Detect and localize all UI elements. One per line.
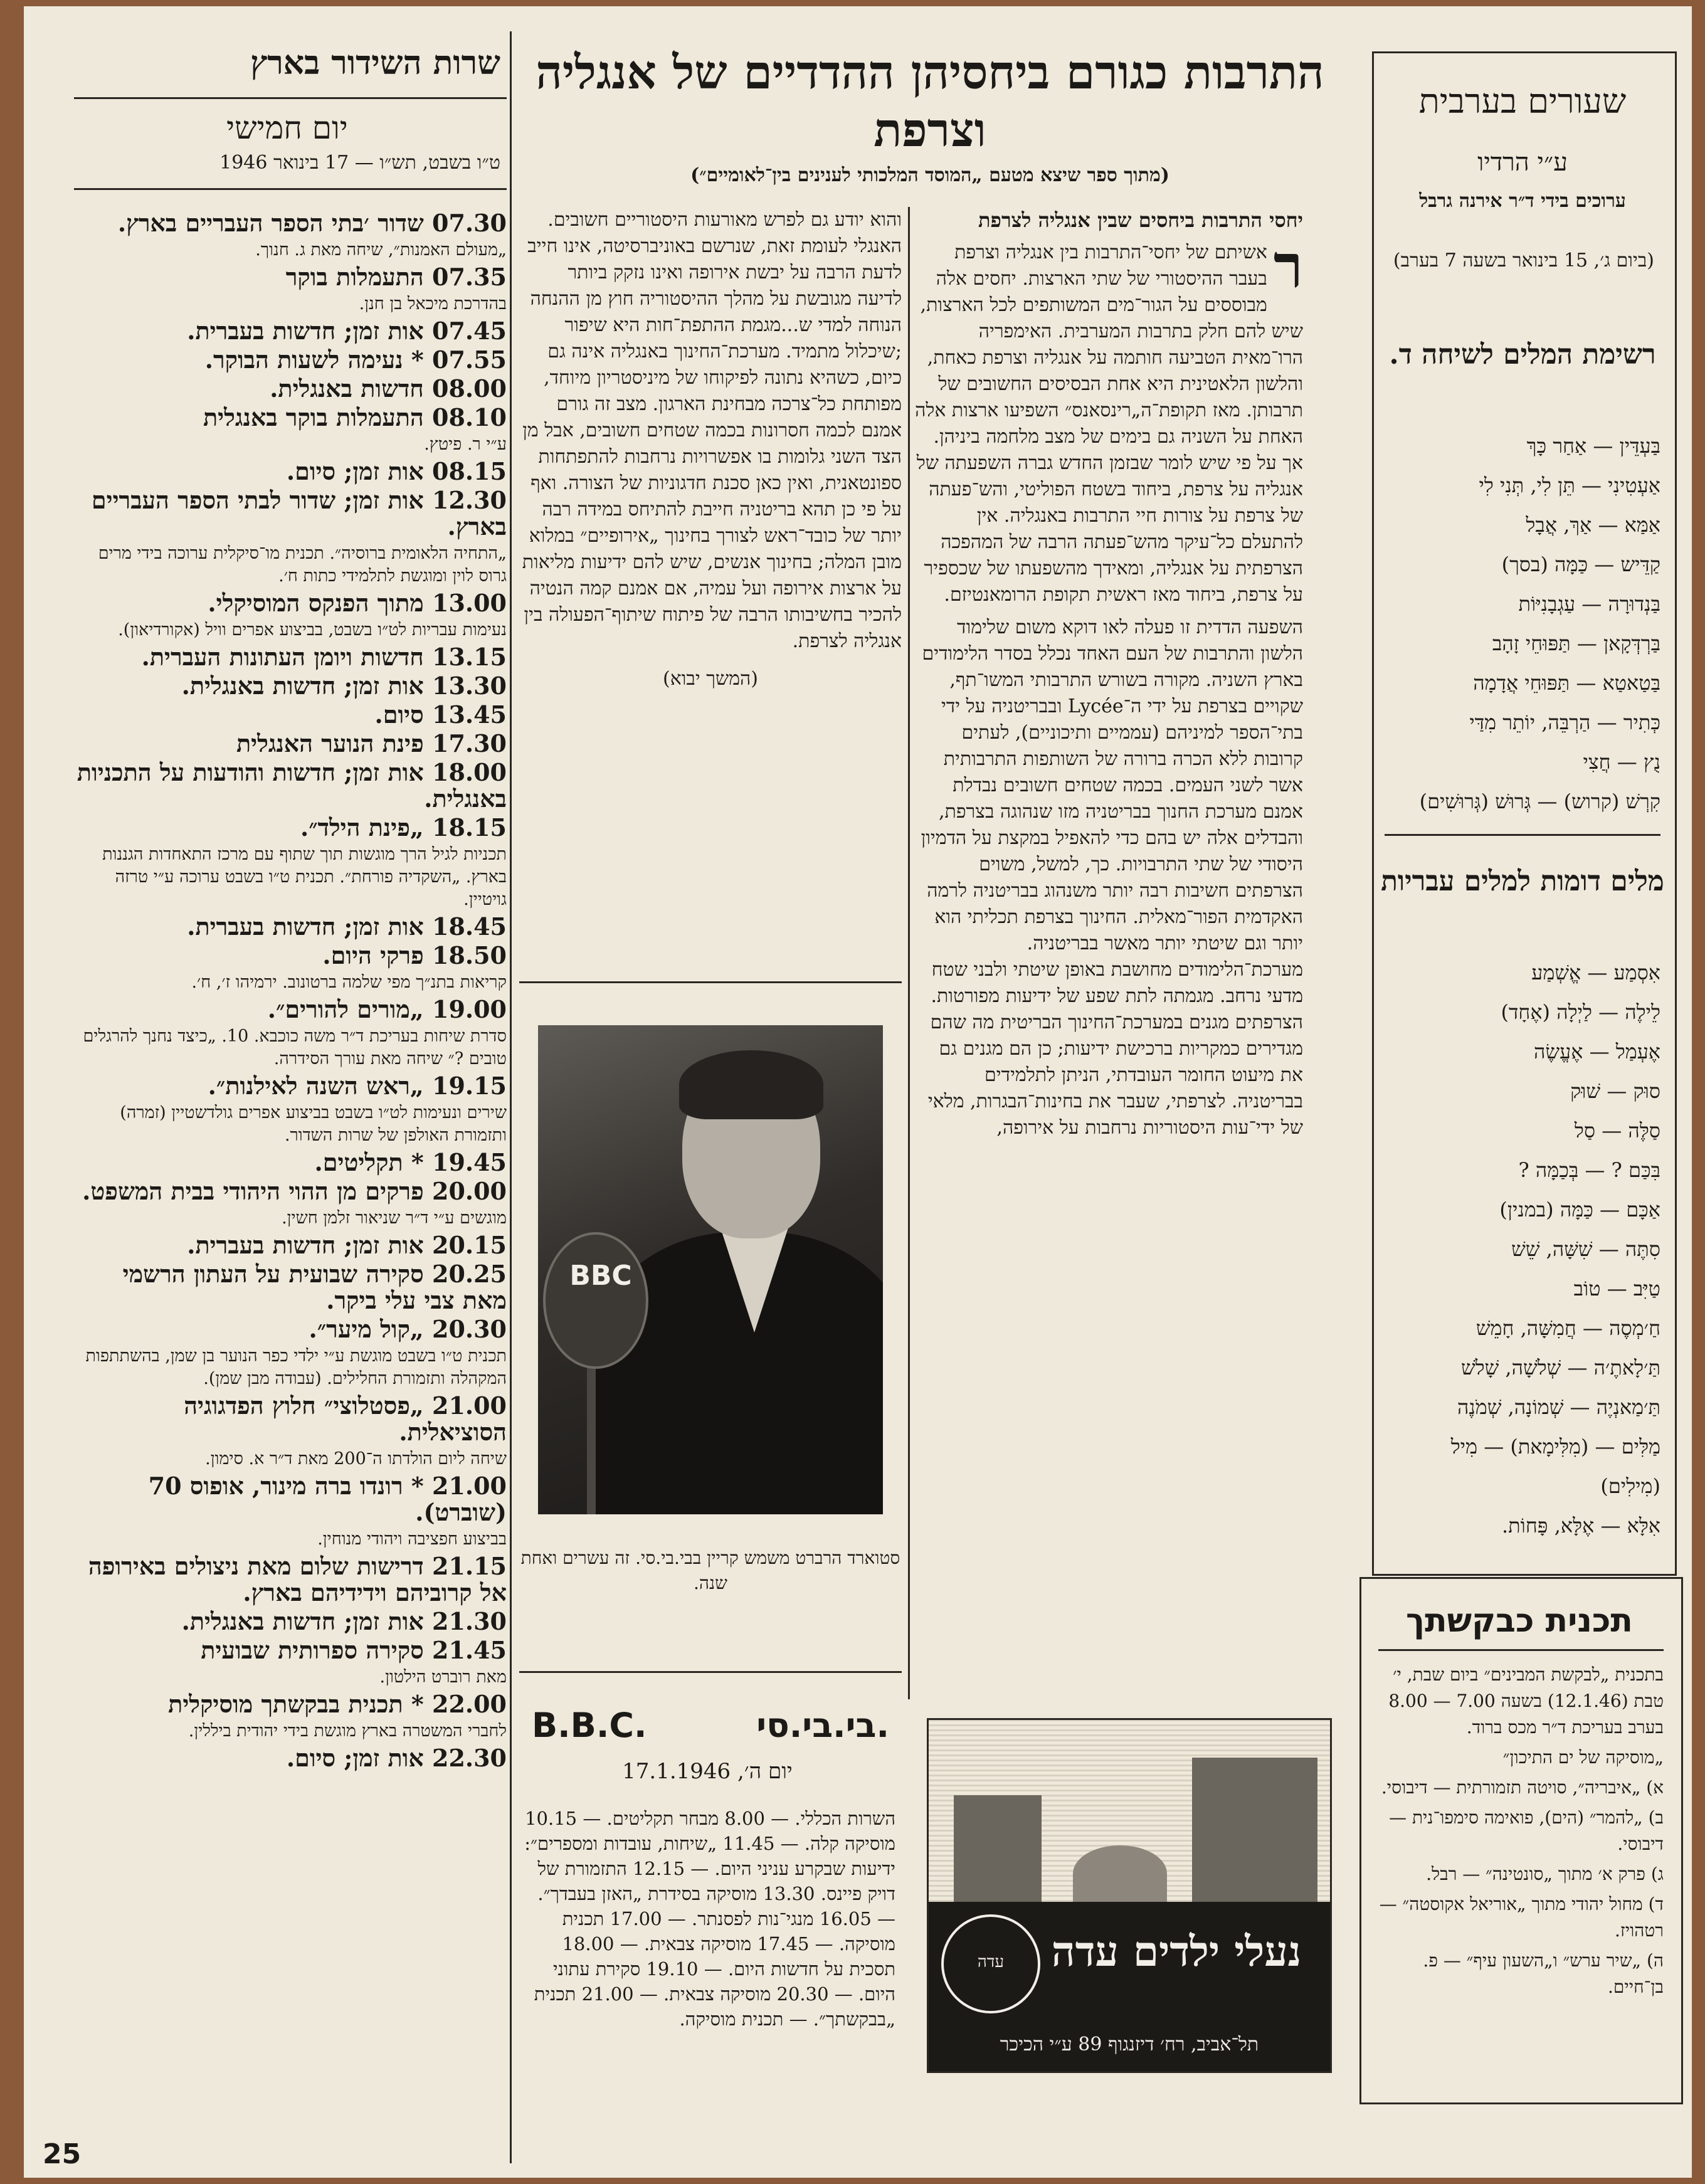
- advert-seal-text: עדה: [977, 1953, 1005, 1971]
- schedule-entry: 19.00 „מורים להורים״.: [267, 995, 507, 1023]
- magazine-page: [24, 6, 1692, 2178]
- divider: [74, 188, 507, 190]
- request-item: א) „איבריה״, סויטה תזמורתית — דיבוסי.: [1381, 1777, 1664, 1798]
- vocab-item: בַּנְדוּרָה — עַגְבָנִיּוֹת: [1518, 592, 1660, 616]
- vocab-item: סִתֶּה — שִׁשָּׁה, שֵׁשׁ: [1511, 1237, 1660, 1261]
- schedule-title: שרות השידור בארץ: [250, 44, 500, 82]
- advert-building: [1192, 1758, 1317, 1902]
- advert-fountain: [1073, 1845, 1167, 1902]
- article-column-right: [914, 207, 1303, 1147]
- schedule-date: ט״ו בשבט, תש״ו — 17 בינואר 1946: [219, 152, 500, 174]
- request-item: ג) פרק א׳ מתוך „סונטינה״ — רבל.: [1426, 1864, 1664, 1884]
- vocab-item: טַיִּב — טוֹב: [1573, 1277, 1660, 1300]
- request-item: „מוסיקה של ים התיכון״: [1502, 1747, 1664, 1768]
- microphone-stand: [587, 1358, 596, 1514]
- vocab-item: אַמַּא — אַךְ, אֲבָל: [1526, 513, 1660, 537]
- shoe-advert: [927, 1718, 1332, 2073]
- bbc-title-hebrew: בי.בי.סי.: [756, 1706, 889, 1745]
- schedule-entry: 20.30 „קול מיער״.: [309, 1315, 507, 1343]
- schedule-entry: 13.00 מתוך הפנקס המוסיקלי.: [208, 589, 507, 617]
- vocab-list2-title: מלים דומות למלים עבריות: [1381, 865, 1664, 897]
- schedule-entry: 07.45 אות זמן; חדשות בעברית.: [187, 317, 507, 345]
- divider: [519, 981, 902, 983]
- divider: [1378, 1649, 1664, 1651]
- vocab-list1: [1385, 426, 1660, 821]
- request-items: [1378, 1744, 1664, 2000]
- schedule-entry: ע״י ר. פיטץ.: [424, 435, 507, 454]
- page-number: 25: [43, 2138, 82, 2170]
- column-rule: [510, 31, 512, 2163]
- schedule-entry: 08.10 התעמלות בוקר באנגלית: [203, 403, 507, 431]
- vocab-item: אַכָּם — כַּמָּה (במנין): [1499, 1198, 1660, 1221]
- schedule-list: [74, 210, 507, 1774]
- schedule-entry: מוגשים ע״י ד״ר שניאור זלמן חשין.: [282, 1208, 507, 1228]
- vocab-item: כְּתִיר — הַרְבֵּה, יוֹתֵר מִדַּי: [1469, 710, 1660, 734]
- bbc-title-latin: B.B.C.: [532, 1706, 647, 1745]
- request-item: ה) „שיר ערש״ ו„השעון עיף״ — פ. בן־חיים.: [1423, 1950, 1664, 1997]
- column-rule: [908, 207, 910, 1699]
- schedule-entry: בהדרכת מיכאל בן חנן.: [359, 294, 507, 314]
- schedule-entry: 18.00 אות זמן; חדשות והודעות על התכניות באנגלית.: [77, 758, 507, 813]
- schedule-entry: שיחה ליום הולדתו ה־200 מאת ד״ר א. סימון.: [205, 1449, 507, 1469]
- schedule-entry: 12.30 אות זמן; שדור לבתי הספר העבריים בארץ.: [91, 486, 507, 541]
- schedule-entry: 07.55 * נעימה לשעות הבוקר.: [204, 346, 507, 374]
- vocab-list1-title: רשימת המלים לשיחה ד.: [1389, 339, 1656, 371]
- vocab-item: אִסְמַע — אֱשְׁמַע: [1531, 961, 1660, 984]
- advert-address: תל־אביב, רח׳ דיזנגוף 89 ע״י הכיכר: [1000, 2034, 1259, 2055]
- article-headline: התרבות כגורם ביחסיהן ההדדיים של אנגליה וצרפת: [536, 46, 1324, 157]
- vocab-list2: [1385, 953, 1660, 1546]
- vocab-item: סַלֶּה — סַל: [1574, 1119, 1660, 1142]
- schedule-entry: 20.25 סקירה שבועית על העתון הרשמי מאת צבי עלי ביקר.: [122, 1260, 507, 1314]
- schedule-entry: בביצוע חפציבה ויהודי מנוחין.: [317, 1529, 507, 1549]
- photo-caption: סטוארד הרברט משמש קריין בבי.בי.סי. זה עשרים ואחת שנה.: [520, 1548, 900, 1593]
- advert-seal: [941, 1914, 1040, 2013]
- vocab-item: בַּטַאטַא — תַּפּוּחֵי אֲדָמָה: [1473, 671, 1660, 695]
- vocab-time: (ביום ג׳, 15 בינואר בשעה 7 בערב): [1393, 250, 1654, 272]
- vocab-item: אִלָּא — אֶלָּא, פָּחוֹת.: [1501, 1514, 1660, 1538]
- article-column-left: [519, 207, 902, 692]
- schedule-entry: 19.45 * תקליטים.: [314, 1148, 507, 1176]
- schedule-entry: 22.00 * תכנית בבקשתך מוסיקלית: [168, 1690, 507, 1718]
- vocab-item: אַעְטִינִי — תֵּן לִי, תְּנִי לִי: [1479, 473, 1660, 497]
- vocab-item: סוּק — שׁוּק: [1570, 1079, 1660, 1103]
- divider: [74, 97, 507, 99]
- divider: [1385, 834, 1660, 836]
- schedule-day: יום חמישי: [226, 110, 348, 146]
- schedule-entry: 19.15 „ראש השנה לאילנות״.: [208, 1072, 507, 1100]
- microphone-icon: [543, 1232, 648, 1369]
- article-paragraph: והוא יודע גם לפרש מאורעות היסטוריים חשובים. האנגלי לעומת זאת, שנרשם באוניברסיטה, אינו חייב לדעת הרבה על יבשת אירופה ואינו נזקק ביותר לדיעה מגובשת על מהלך ההיסטוריה חוץ מן ההנחה הנוחה למדי ש...מגמת ההתפת־חות היא שיפור ;שיכלול מתמיד. מערכת־החינוך באנגליה אינה גם כיום, כשהיא נתונה לפיקוחו של מיניסטריון מיוחד, מפותחת כל־צרכה מבחינת הארגון. מצב זה גורם אמנם לכמה חסרונות בכמה שטחים חשובים, אבל מן הצד השני גלומות בו אפשרויות נרחבות להתפתחות ספונטאנית, ואין כאן סכנת חדגוניות של הצורה. ואף על פי כן תהא בריטניה חייבת להתיחס במידה רבה יותר של כובד־ראש לצורך בחינוך „אירופיים״ במלוא מובן המלה; בחינוך אנשים, שיש להם ידיעות מליאות על ארצות אירופה ועל עמיה, אם אמנם קמה הנטיה להכיר בחשיבותו הרבה של פיתוח שיתוף־הפעולה בין אנגליה לצרפת.: [522, 209, 902, 652]
- vocab-item: תַּ׳לָאתֶ׳ה — שְׁלֹשָׁה, שָׁלֹשׁ: [1460, 1356, 1660, 1380]
- schedule-entry: 20.15 אות זמן; חדשות בעברית.: [187, 1231, 507, 1259]
- schedule-entry: תכנית ט״ו בשבט מוגשת ע״י ילדי כפר הנוער בן שמן, בהשתתפות המקהלה ותזמורת החלילים. (עבודה מבן שמן).: [85, 1346, 507, 1388]
- vocab-item: חַ׳מְסֶה — חֲמִשָּׁה, חָמֵשׁ: [1475, 1316, 1660, 1340]
- vocab-item: בַּעְדֵּין — אַחַר כָּךְ: [1526, 434, 1660, 458]
- article-subheadline: (מתוך ספר שיצא מטעם „המוסד המלכותי לענינים בין־לאומיים״): [690, 164, 1169, 186]
- photo-hair: [679, 1050, 823, 1119]
- announcer-photo: [538, 1025, 883, 1514]
- article-section-head: יחסי התרבות ביחסים שבין אנגליה לצרפת: [978, 208, 1303, 232]
- vocab-item: מַלִּים — (מִלִּימָאת) — מִיל (מִילִים): [1450, 1435, 1660, 1498]
- article-paragraph-text: אשיתם של יחסי־התרבות בין אנגליה וצרפת בעבר ההיסטורי של שתי הארצות. יחסים אלה מבוססים על הגור־מים המשותפים לכל הארצות, שיש להם חלק בתרבות המערבית. האימפריה הרו־מאית הטביעה חותמה על אנגליה וצרפת כאחת, והלשון הלאטינית היא אחת הבסיסים החשובים של תרבותן. מאז תקופת־ה„רינסאנס״ השפיעו ארצות אלה האחת על השניה גם בימים של מצב מלחמה ביניהן. אך על פי שיש לומר שבזמן החדש גברה השפעתה של אנגליה על צרפת, ביחוד בשטח הפוליטי, והש־פעתה של צרפת על צורות חיי התרבות באנגליה. אין להתעלם כל־עיקר מהש־פעתה הרבה של המהפכה הצרפתית על אנגליה, ומאידך מהשפעתו של שכספיר על צרפת, ביחוד מאז ראשית תקופת הרומאנטיזם.: [915, 241, 1303, 606]
- schedule-entry: 17.30 פינת הנוער האנגלית: [236, 729, 507, 757]
- schedule-entry: 18.45 אות זמן; חדשות בעברית.: [187, 912, 507, 941]
- request-title: תכנית כבקשתך: [1406, 1602, 1633, 1640]
- schedule-entry: 21.30 אות זמן; חדשות באנגלית.: [181, 1607, 507, 1635]
- schedule-entry: 18.50 פרקי היום.: [322, 941, 507, 969]
- schedule-entry: נעימות עבריות לט״ו בשבט, בביצוע אפרים וויל (אקורדיאון).: [118, 620, 507, 640]
- request-body: [1378, 1662, 1664, 2004]
- schedule-entry: 08.00 חדשות באנגלית.: [270, 374, 507, 403]
- schedule-entry: 21.00 * רונדו ברה מינור, אופוס 70 (שוברט).: [148, 1472, 507, 1526]
- schedule-entry: 13.30 אות זמן; חדשות באנגלית.: [181, 672, 507, 700]
- vocab-author: ערוכים בידי ד״ר אירנה גרבל: [1419, 190, 1626, 212]
- bbc-date: יום ה׳, 17.1.1946: [622, 1759, 793, 1784]
- vocab-item: אֶעְמַל — אֶעֱשֶׂה: [1534, 1040, 1660, 1063]
- vocab-item: קִרְשׁ (קרוש) — גְּרוּשׁ (גְּרוּשִׁים): [1419, 789, 1660, 813]
- vocab-item: קַדֵּיש — כַּמָּה (בסך): [1501, 552, 1660, 576]
- microphone-label: BBC: [569, 1260, 632, 1292]
- vocab-subtitle: ע״י הרדיו: [1477, 148, 1568, 177]
- dropcap: ר: [1273, 231, 1303, 302]
- schedule-entry: קריאות בתנ״ך מפי שלמה ברטונוב. ירמיהו ז׳, ח׳.: [191, 973, 507, 992]
- schedule-entry: 22.30 אות זמן; סיום.: [286, 1744, 507, 1772]
- schedule-entry: תכניות לגיל הרך מוגשות תוך שתוף עם מרכז התאחדות הגננות בארץ. „השקדיה פורחת״. תכנית ט״ו בשבט ערוכה ע״י טרזה גויטיין.: [102, 845, 507, 909]
- schedule-entry: 13.15 חדשות ויומן העתונות העברית.: [141, 643, 507, 671]
- vocab-item: נֻץ — חֲצִי: [1583, 750, 1660, 774]
- request-item: ב) „להמר״ (הים), פואימה סימפו־נית — דיבוסי.: [1389, 1807, 1664, 1854]
- article-paragraph: השפעה הדדית זו פעלה לאו דוקא משום שלימוד הלשון והתרבות של העם האחד נכלל בסדר הלימודים בארץ השניה. מקורה בשורש התרבותי המשו־תף, שקויים בצרפת על ידי ה־Lycée ובבריטניה על ידי בתי־הספר למיניהם (עממיים ותיכוניים), לעתים קרובות ללא הכרה ברורה של השותפות התרבותית אשר לשני העמים. בכמה שטחים חשובים נבדלת אמנם מערכת החנוך בבריטניה מזו שנהוגה בצרפת, והבדלים אלה יש בהם כדי להאפיל במקצת על הדמיון היסודי של שתי התרבויות. כך, למשל, משוים הצרפתים חשיבות רבה יותר משנהוג בבריטניה לרמה האקדמית הפור־מאלית. החינוך בצרפת תכליתי הוא יותר וגם שיטתי יותר מאשר בבריטניה. מערכת־הלימודים מחושבת באופן שיטתי ולבני שטח מדעי נרחב. מגמתה לתת שפע של ידיעות מפורטות. הצרפתים מגנים במערכת־החינוך הבריטית מה שהם מגדירים כמקריות ברכישת ידיעות; כן הם מגנים גם את מיעוט החומר העובדתי, הניתן לתלמידים בבריטניה. לצרפתי, שעבר את בחינות־הבגרות, מלאי של ידי־עות היסטוריות נרחבות על אירופה,: [921, 616, 1303, 1139]
- divider: [519, 1671, 902, 1673]
- schedule-entry: 21.15 דרישות שלום מאת ניצולים באירופה אל קרוביהם וידידיהם בארץ.: [88, 1552, 507, 1606]
- vocab-item: תַּ׳מַאנְיֶה — שְׁמוֹנָה, שְׁמֹנֶה: [1457, 1395, 1660, 1419]
- vocab-title: שעורים בערבית: [1418, 82, 1627, 121]
- advert-main-text: נעלי ילדים עדה: [1051, 1927, 1302, 1976]
- vocab-item: לֵילֶה — לַיְלָה (אֶחָד): [1501, 1000, 1660, 1024]
- schedule-entry: סדרת שיחות בעריכת ד״ר משה כוכבא. 10. „כיצד נחנך להרגלים טובים ?״ שיחה מאת עורך הסידרה.: [83, 1026, 507, 1068]
- schedule-entry: מאת רוברט הילטון.: [379, 1667, 507, 1687]
- request-item: ד) מחול יהודי מתוך „אוריאל אקוסטה״ — רטהויז.: [1379, 1894, 1664, 1941]
- schedule-entry: 13.45 סיום.: [374, 700, 507, 729]
- schedule-entry: 21.00 „פסטלוצי״ חלוץ הפדגוגיה הסוציאלית.: [184, 1391, 507, 1446]
- bbc-schedule: השרות הכללי. — 8.00 מבחר תקליטים. — 10.15 מוסיקה קלה. — 11.45 „שיחות, עובדות ומספרים״: ידיעות שבקרע עניני היום. — 12.15 התזמורת של דויק פיינס. 13.30 מוסיקה בסידרת „האזן בעבדך״. — 16.05 מנגי־נות לפסנתר. — 17.00 תכנית מוסיקה. — 17.45 מוסיקה צבאית. — 18.00 תסכית על חדשות היום. — 19.10 סקירת עתוני היום. — 20.30 מוסיקה צבאית. — 21.00 תכנית „בבקשתך״. — תכנית מוסיקה.: [524, 1808, 895, 2030]
- schedule-entry: „התחיה הלאומית ברוסיה״. תכנית מו־סיקלית ערוכה בידי מרים גרוס לוין ומוגשת לתלמידי כתות ח׳.: [98, 544, 507, 586]
- schedule-entry: שירים ונעימות לט״ו בשבט בביצוע אפרים גולדשטיין (זמרה) ותזמורת האולפן של שרות השדור.: [120, 1103, 507, 1145]
- schedule-entry: 21.45 סקירה ספרותית שבועית: [201, 1636, 507, 1664]
- schedule-entry: 08.15 אות זמן; סיום.: [286, 457, 507, 485]
- vocab-item: בִּכַּם ? — בְּכַמָּה ?: [1518, 1158, 1660, 1182]
- continued-note: (המשך יבוא): [663, 668, 758, 690]
- request-intro: בתכנית „לבקשת המבינים״ ביום שבת, י׳ טבת (12.1.46) בשעה 7.00 — 8.00 בערב בעריכת ד״ר מכס ברוד.: [1388, 1664, 1664, 1738]
- schedule-entry: 07.35 התעמלות בוקר: [285, 263, 507, 291]
- schedule-entry: 18.15 „פינת הילד״.: [300, 813, 507, 841]
- schedule-entry: „מעולם האמנות״, שיחה מאת ג. חנוך.: [255, 240, 507, 260]
- article-paragraph: [914, 231, 1303, 608]
- schedule-entry: 20.00 פרקים מן ההוי היהודי בבית המשפט.: [82, 1177, 507, 1205]
- vocab-item: בַּרְדְּקָאן — תַּפּוּחֵי זָהָב: [1492, 631, 1660, 655]
- schedule-entry: 07.30 שדור ׳בתי הספר העבריים בארץ.: [117, 209, 507, 237]
- advert-building: [954, 1795, 1042, 1902]
- schedule-entry: לחברי המשטרה בארץ מוגשת בידי יהודית ביללין.: [188, 1721, 507, 1741]
